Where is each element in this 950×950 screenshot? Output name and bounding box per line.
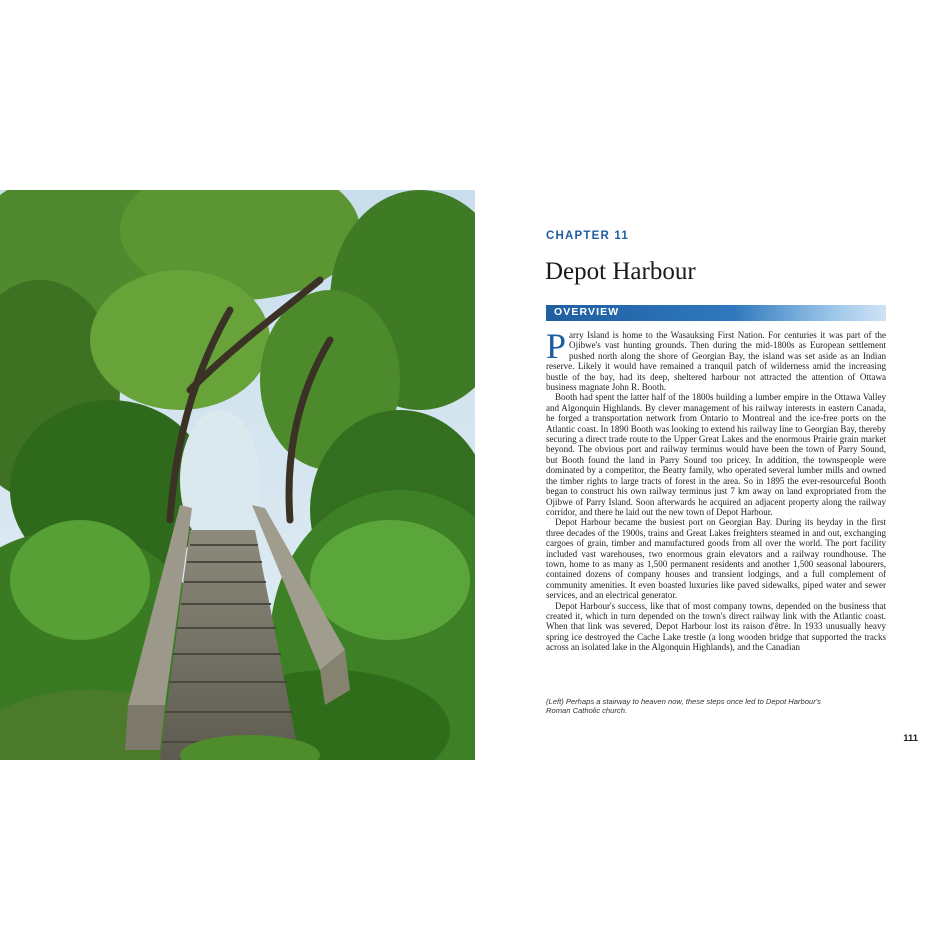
paragraph-1-text: arry Island is home to the Wasauksing First Nation. For centuries it was part of the Ojibwe's vast hunting grounds. Then during the mid-1800s as European settlement pushed north along the shore of Georgian Bay, the island was set aside as an Indian reserve. Likely it would have remained a tranquil patch of wilderness amid the increasing bustle of the bay, had its deep, sheltered harbour not attracted the attention of Ottawa business magnate John R. Booth. xyxy=(546,330,886,393)
stairway-photo-illustration xyxy=(0,190,475,760)
drop-cap: P xyxy=(546,326,567,366)
section-heading: OVERVIEW xyxy=(554,306,620,318)
paragraph-3: Depot Harbour became the busiest port on Georgian Bay. During its heyday in the first three decades of the 1900s, trains and Great Lakes freighters steamed in and out, exchanging cargoes of grain, timber and manufactured goods from all over the world. The port facility included vast warehouses, two enormous grain elevators and a railway roundhouse. The town, home to as many as 1,500 permanent residents and another 1,500 seasonal labourers, contained dozens of company houses and transient lodgings, and a full complement of community amenities. It even boasted luxuries like paved sidewalks, piped water and sewer services, and an electrical generator. xyxy=(546,517,886,601)
chapter-label: CHAPTER 11 xyxy=(546,230,629,242)
stairway-photo xyxy=(0,190,475,760)
body-text xyxy=(546,326,886,653)
paragraph-1 xyxy=(546,326,886,393)
paragraph-4: Depot Harbour's success, like that of most company towns, depended on the business that created it, which in turn depended on the town's direct railway link with the Atlantic coast. When that link was severed, Depot Harbour lost its raison d'être. In 1933 unusually heavy spring ice destroyed the Cache Lake trestle (a long wooden bridge that supported the tracks across an isolated lake in the Algonquin Highlands), and the Canadian xyxy=(546,600,886,653)
text-page xyxy=(475,190,950,760)
chapter-title: Depot Harbour xyxy=(545,258,696,285)
paragraph-2: Booth had spent the latter half of the 1800s building a lumber empire in the Ottawa Valley and Algonquin Highlands. By clever management of his railway interests in eastern Canada, he forged a transportation network from Ontario to Montreal and the ice-free ports on the Atlantic coast. In 1890 Booth was looking to extend his railway line to Georgian Bay, thereby securing a direct trade route to the Upper Great Lakes and the enormous Prairie grain market beyond. The obvious port and railway terminus would have been the town of Parry Sound, but Booth found the land in Parry Sound too pricey. In addition, the townspeople were dominated by a competitor, the Beatty family, who operated several lumber mills and owned the timber rights to large tracts of forest in the area. So in 1895 the ever-resourceful Booth began to construct his own railway terminus just 7 km away on land expropriated from the Ojibwe of Parry Island. Soon afterwards he acquired an adjacent property along the railway corridor, and there he laid out the new town of Depot Harbour. xyxy=(546,392,886,517)
photo-caption: (Left) Perhaps a stairway to heaven now, these steps once led to Depot Harbour's Roman Catholic church. xyxy=(546,697,821,716)
book-spread xyxy=(0,190,950,760)
section-heading-bar xyxy=(546,305,886,321)
page-number: 111 xyxy=(903,733,918,744)
